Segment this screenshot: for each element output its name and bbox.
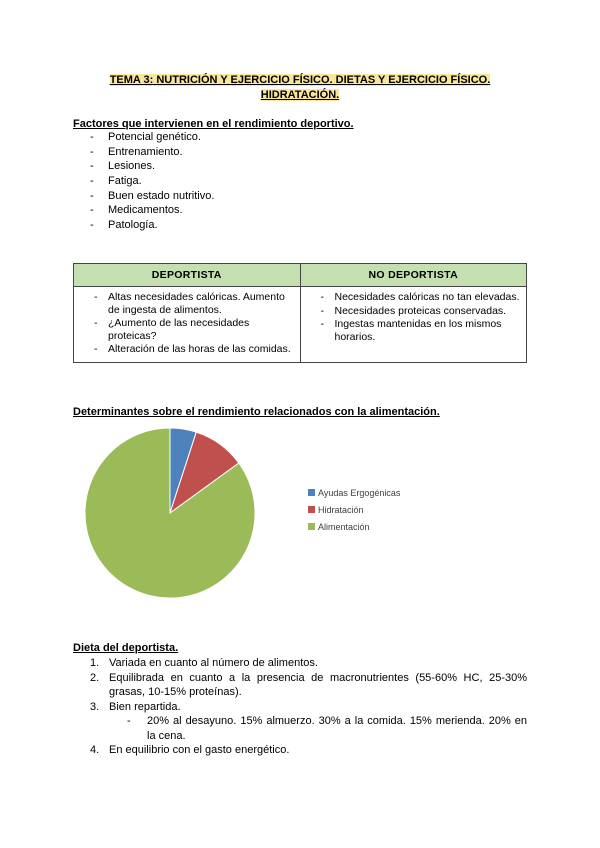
list-item: - Alteración de las horas de las comidas. [94, 343, 291, 355]
list-item: - ¿Aumento de las necesidades proteicas? [94, 317, 250, 342]
pie-chart [80, 425, 400, 605]
pie-chart-svg [80, 425, 400, 605]
list-item: - Lesiones. [90, 160, 156, 173]
list-item: - Entrenamiento. [90, 145, 183, 158]
list-item: - Ingestas mantenidas en los mismos horarios. [320, 318, 502, 343]
document-title [92, 73, 508, 103]
list-item: 1. Variada en cuanto al número de alimentos. [90, 657, 318, 669]
list-item: - Buen estado nutritivo. [90, 189, 215, 202]
list-item: 4. En equilibrio con el gasto energético. [90, 744, 290, 756]
cell-deportista [74, 287, 301, 363]
diet-list [90, 656, 527, 758]
legend-label: Ayudas Ergogénicas [318, 488, 400, 498]
list-item: - Potencial genético. [90, 131, 201, 143]
header-deportista: DEPORTISTA [74, 264, 301, 287]
list-item: 2. Equilibrada en cuanto a la presencia de macronutrientes (55-60% HC, 25-30% grasas, 10-15% proteínas). [90, 671, 527, 698]
legend-label: Alimentación [318, 522, 370, 532]
header-no-deportista: NO DEPORTISTA [300, 264, 527, 287]
diet-heading: Dieta del deportista. [73, 642, 179, 654]
list-item: - Patología. [90, 219, 158, 232]
determinants-heading: Determinantes sobre el rendimiento relacionados con la alimentación. [73, 406, 440, 418]
title-line-1: TEMA 3: NUTRICIÓN Y EJERCICIO FÍSICO. DIETAS Y EJERCICIO FÍSICO. [109, 74, 491, 86]
legend-swatch [308, 489, 315, 496]
list-item: - Medicamentos. [90, 204, 183, 217]
factors-list [90, 130, 214, 233]
legend-label: Hidratación [318, 505, 364, 515]
factors-heading: Factores que intervienen en el rendimiento deportivo. [73, 118, 354, 130]
list-subitem: - 20% al desayuno. 15% almuerzo. 30% a la comida. 15% merienda. 20% en la cena. [127, 715, 527, 742]
legend-swatch [308, 523, 315, 530]
comparison-table [73, 263, 527, 363]
title-line-2: HIDRATACIÓN. [260, 89, 340, 101]
cell-no-deportista [300, 287, 527, 363]
list-item: - Altas necesidades calóricas. Aumento de ingesta de alimentos. [94, 291, 285, 316]
list-item: - Fatiga. [90, 175, 142, 188]
list-item: - Necesidades calóricas no tan elevadas. [320, 291, 520, 303]
list-item: - Necesidades proteicas conservadas. [320, 304, 507, 317]
legend-swatch [308, 506, 315, 513]
list-item: 3. Bien repartida. - 20% al desayuno. 15% almuerzo. 30% a la comida. 15% merienda. 20% en la cena. [90, 700, 527, 742]
